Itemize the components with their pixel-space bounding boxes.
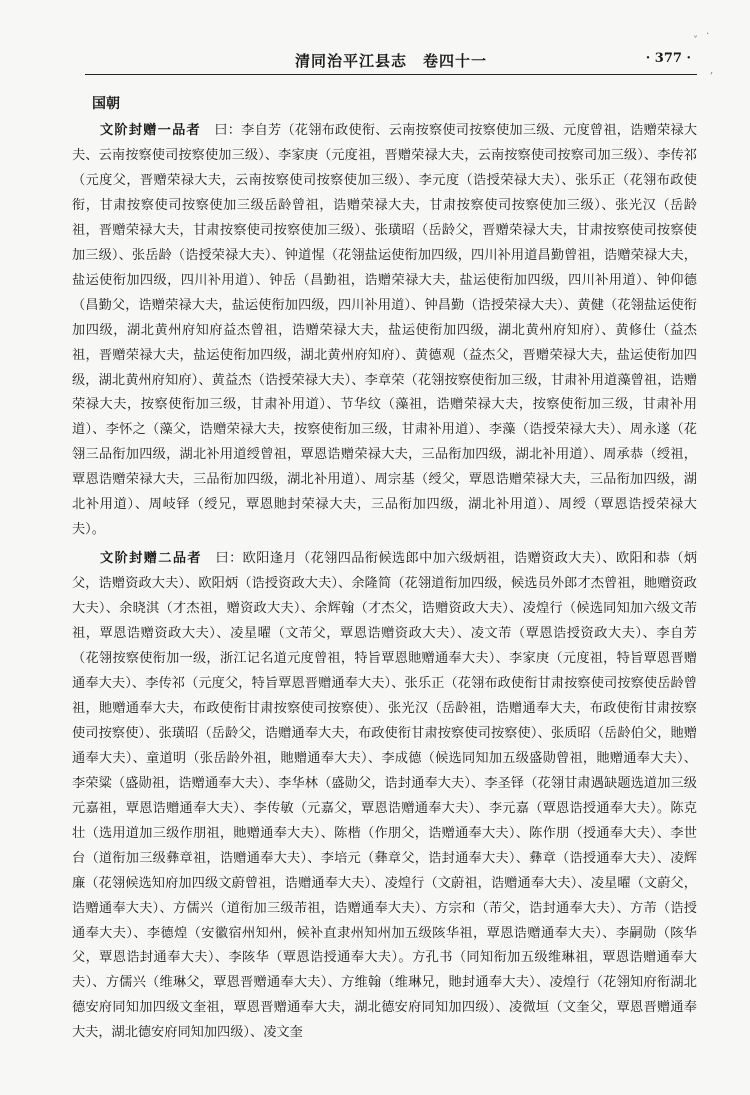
running-title: 清同治平江县志 卷四十一 <box>294 52 487 70</box>
scan-speck: · <box>706 29 710 40</box>
page-header <box>85 44 697 75</box>
entry-rank-two <box>72 547 697 1046</box>
entry-text: 曰：李自芳（花翎布政使衔、云南按察使司按察使加三级、元度曾祖，诰赠荣禄大夫、云南按察使司按察使加三级）、李家庚（元度祖，晋赠荣禄大夫，云南按察使司按察司加三级）、李传祁（元度父，晋赠荣禄大夫，云南按察使司按察使加三级）、李元度（诰授荣禄大夫）、张乐正（花翎布政使衔，甘肃按察使司按察使加三级岳龄曾祖，诰赠荣禄大夫，甘肃按察使司按察使加三级）、张光汉（岳龄祖，晋赠荣禄大夫，甘肃按察使司按察使加三级）、张璜昭（岳龄父，晋赠荣禄大夫，甘肃按察使司按察使加三级）、张岳龄（诰授荣禄大夫）、钟道惺（花翎盐运使衔加四级，四川补用道昌勤曾祖，诰赠荣禄大夫，盐运使衔加四级，四川补用道）、钟岳（昌勤祖，诰赠荣禄大夫，盐运使衔加四级，四川补用道）、钟仰德（昌勤父，诰赠荣禄大夫，盐运使衔加四级，四川补用道）、钟昌勤（诰授荣禄大夫）、黄健（花翎盐运使衔加四级，湖北黄州府知府益杰曾祖，诰赠荣禄大夫，盐运使衔加四级，湖北黄州府知府）、黄修仕（益杰祖，晋赠荣禄大夫，盐运使衔加四级，湖北黄州府知府）、黄德观（益杰父，晋赠荣禄大夫，盐运使衔加四级，湖北黄州府知府）、黄益杰（诰授荣禄大夫）、李章荣（花翎按察使衔加三级，甘肃补用道藻曾祖，诰赠荣禄大夫，按察使衔加三级，甘肃补用道）、节华纹（藻祖，诰赠荣禄大夫，按察使衔加三级，甘肃补用道）、李怀之（藻父，诰赠荣禄大夫，按察使衔加三级，甘肃补用道）、李藻（诰授荣禄大夫）、周永遂（花翎三品衔加四级，湖北补用道绶曾祖，覃恩诰赠荣禄大夫，三品衔加四级，湖北补用道）、周承恭（绶祖，覃恩诰赠荣禄大夫，三品衔加四级，湖北补用道）、周宗基（绶父，覃恩诰赠荣禄大夫，三品衔加四级，湖北补用道）、周岐铎（绶兄，覃恩貤封荣禄大夫，三品衔加四级，湖北补用道）、周绶（覃恩诰授荣禄大夫）。 <box>72 123 698 538</box>
entry-text: 曰：欧阳逢月（花翎四品衔候选郎中加六级炳祖，诰赠资政大夫）、欧阳和恭（炳父，诰赠资政大夫）、欧阳炳（诰授资政大夫）、余隆简（花翎道衔加四级，候选员外郎才杰曾祖，貤赠资政大夫）、余晓淇（才杰祖，赠资政大夫）、余辉翰（才杰父，诰赠资政大夫）、凌煌行（候选同知加六级文芾祖，覃恩诰赠资政大夫）、凌星曜（文芾父，覃恩诰赠资政大夫）、凌文芾（覃恩诰授资政大夫）、李自芳（花翎按察使衔加一级，浙江记名道元度曾祖，特旨覃恩貤赠通奉大夫）、李家庚（元度祖，特旨覃恩晋赠通奉大夫）、李传祁（元度父，特旨覃恩晋赠通奉大夫）、张乐正（花翎布政使衔甘肃按察使司按察使岳龄曾祖，貤赠通奉大夫，布政使衔甘肃按察使司按察使）、张光汉（岳龄祖，诰赠通奉大夫，布政使衔甘肃按察使司按察使）、张璜昭（岳龄父，诰赠通奉大夫，布政使衔甘肃按察使司按察使）、张质昭（岳龄伯父，貤赠通奉大夫）、童道明（张岳龄外祖，貤赠通奉大夫）、李成德（候选同知加五级盛勋曾祖，貤赠通奉大夫）、李荣粱（盛勋祖，诰赠通奉大夫）、李华林（盛勋父，诰封通奉大夫）、李圣铎（花翎甘肃遇缺题选道加三级元嘉祖，覃恩诰赠通奉大夫）、李传敏（元嘉父，覃恩诰赠通奉大夫）、李元嘉（覃恩诰授通奉大夫）。陈克壮（选用道加三级作朋祖，貤赠通奉大夫）、陈楷（作朋父，诰赠通奉大夫）、陈作朋（授通奉大夫）、李世台（道衔加三级彝章祖，诰赠通奉大夫）、李培元（彝章父，诰封通奉大夫）、彝章（诰授通奉大夫）、凌辉廉（花翎候选知府加四级文蔚曾祖，诰赠通奉大夫）、凌煌行（文蔚祖，诰赠通奉大夫）、凌星曜（文蔚父，诰赠通奉大夫）、方儒兴（道衔加三级芾祖，诰赠通奉大夫）、方宗和（芾父，诰封通奉大夫）、方芾（诰授通奉大夫）、李德煌（安徽宿州知州，候补直隶州知州加五级陔华祖，覃恩诰赠通奉大夫）、李嗣勋（陔华父，覃恩诰封通奉大夫）、李陔华（覃恩诰授通奉大夫）。方孔书（同知衔加五级维琳祖，覃恩诰赠通奉大夫）、方儒兴（维琳父，覃恩晋赠通奉大夫）、方维翰（维琳兄，貤封通奉大夫）、凌煌行（花翎知府衔湖北德安府同知加四级文奎祖，覃恩晋赠通奉大夫，湖北德安府同知加四级）、凌微垣（文奎父，覃恩晋赠通奉大夫，湖北德安府同知加四级）、凌文奎 <box>72 551 698 1041</box>
scan-speck: ˇ <box>693 36 698 47</box>
entry-label: 文阶封赠二品者 <box>100 551 202 567</box>
scan-speck: ‚ <box>710 65 714 76</box>
entry-label: 文阶封赠一品者 <box>100 123 201 138</box>
section-title: 国朝 <box>92 96 120 112</box>
document-body <box>72 92 697 1050</box>
page-number: · 377 · <box>645 51 691 66</box>
entry-rank-one <box>72 119 697 543</box>
